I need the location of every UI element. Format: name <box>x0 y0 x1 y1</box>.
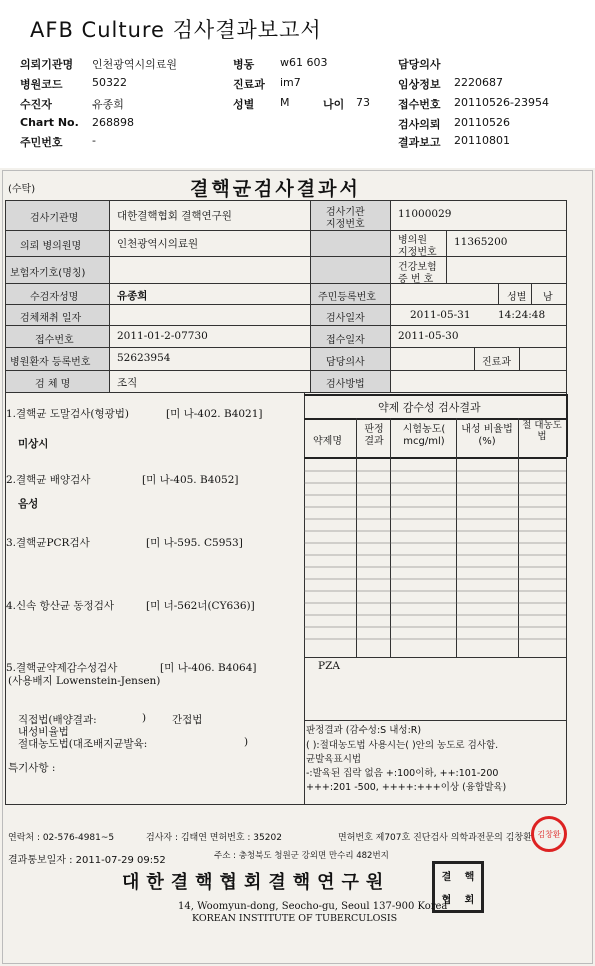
test-2-code: [미 나-405. B4052] <box>142 474 239 486</box>
copy-mark: (수탁) <box>8 184 36 195</box>
value-exam-org: 대한결핵협회 결핵연구원 <box>117 210 232 222</box>
method-direct: 직접법(배양결과: <box>18 714 97 726</box>
label-exam-org: 검사기관명 <box>30 213 79 224</box>
value-receipt-date: 2011-05-30 <box>398 330 459 342</box>
special-notes: 특기사항 : <box>8 762 56 774</box>
value-form-sex: 남 <box>543 292 553 303</box>
legend-line-1: 판정결과 (감수성:S 내성:R) <box>306 725 422 736</box>
label-exam-req: 검사의뢰 <box>398 118 441 131</box>
value-form-patient: 유종희 <box>117 290 148 302</box>
value-hosp-no: 11365200 <box>454 236 508 248</box>
label-receipt: 접수번호 <box>398 98 441 111</box>
footer-specialist: 면허번호 제707호 진단검사 의학과전문의 김창환 <box>338 833 532 843</box>
label-form-resident: 주민등록번호 <box>318 292 376 303</box>
method-absolute-close: ) <box>244 736 249 748</box>
value-chart: 268898 <box>92 116 134 129</box>
legend-line-4: -:발육된 집락 없음 +:100이하, ++:101-200 <box>306 768 499 779</box>
susc-header-conc: 시험농도( mcg/ml) <box>402 424 446 447</box>
label-form-dept: 진료과 <box>482 357 511 368</box>
susc-row-lines <box>304 459 566 657</box>
label-insurance-1: 건강보험 <box>398 262 437 273</box>
test-4-name: 4.신속 항산균 동정검사 <box>6 600 114 612</box>
value-age: 73 <box>356 96 370 109</box>
footer-examiner: 검사자 : 김태연 면허번호 : 35202 <box>146 833 282 843</box>
legend-line-5: +++:201 -500, ++++:+++이상 (융합발육) <box>306 782 507 793</box>
susc-header-judge: 판정 결과 <box>364 424 384 447</box>
label-method: 검사방법 <box>326 379 365 390</box>
value-patient: 유종희 <box>92 98 124 111</box>
report-title: AFB Culture 검사결과보고서 <box>30 18 322 42</box>
label-chart: Chart No. <box>20 116 79 129</box>
test-4-code: [미 너-562너(CY636)] <box>146 600 255 612</box>
method-absolute: 절대농도법(대조배지균발육: <box>18 738 148 750</box>
footer-notice-date: 결과통보일자 : 2011-07-29 09:52 <box>8 855 166 866</box>
value-result-report: 20110801 <box>454 134 510 147</box>
label-form-sex: 성별 <box>507 292 527 303</box>
label-exam-date: 검사일자 <box>326 313 365 324</box>
label-hosp-no-2: 지정번호 <box>398 247 437 258</box>
label-receipt-no: 접수번호 <box>35 335 74 346</box>
value-dept: im7 <box>280 76 301 89</box>
method-direct-close: ) <box>142 712 147 724</box>
value-exam-req: 20110526 <box>454 116 510 129</box>
value-reg-no: 52623954 <box>117 352 171 364</box>
label-doctor: 담당의사 <box>398 58 441 71</box>
label-form-doctor: 담당의사 <box>326 357 365 368</box>
test-5-name: 5.결핵균약제감수성검사 <box>6 662 118 674</box>
method-ratio: 내성비율법 <box>18 726 69 738</box>
culture-medium: (사용배지 Lowenstein-Jensen) <box>8 675 161 687</box>
susc-pza: PZA <box>318 660 340 672</box>
value-receipt-no: 2011-01-2-07730 <box>117 330 208 342</box>
label-reg-no: 병원환자 등록번호 <box>10 357 91 368</box>
label-specimen: 검 체 명 <box>35 379 71 390</box>
label-patient: 수진자 <box>20 98 52 111</box>
test-2-name: 2.결핵균 배양검사 <box>6 474 91 486</box>
label-insured: 보험자기호(명칭) <box>10 268 86 279</box>
footer-institute-ko: 대한결핵협회결핵연구원 <box>122 872 391 893</box>
specialist-stamp: 김창환 <box>531 816 567 852</box>
susc-header-absolute: 절 대농도 법 <box>522 420 562 442</box>
value-exam-time: 14:24:48 <box>498 309 546 321</box>
institute-seal: 결 핵 협 회 <box>432 861 484 913</box>
value-ward: w61 603 <box>280 56 328 69</box>
value-req-hospital: 인천광역시의료원 <box>92 58 178 71</box>
footer-address-en: 14, Woomyun-dong, Seocho-gu, Seoul 137-900 Korea <box>178 901 448 912</box>
test-3-code: [미 나-595. C5953] <box>146 537 243 549</box>
value-specimen: 조직 <box>117 377 138 389</box>
value-form-req-hospital: 인천광역시의료원 <box>117 238 199 250</box>
method-indirect: 간접법 <box>172 714 203 726</box>
label-hospital-code: 병원코드 <box>20 78 63 91</box>
test-5-code: [미 나-406. B4064] <box>160 662 257 674</box>
value-receipt: 20110526-23954 <box>454 96 549 109</box>
footer-institute-en: KOREAN INSTITUTE OF TUBERCULOSIS <box>192 913 398 924</box>
legend-line-2: ( ):절대농도법 사용시는( )안의 농도로 검사함. <box>306 740 499 751</box>
label-receipt-date: 접수일자 <box>326 335 365 346</box>
label-ward: 병동 <box>233 58 255 71</box>
susc-header-ratio: 내성 비율법(%) <box>461 424 513 447</box>
label-form-patient: 수검자성명 <box>30 292 79 303</box>
label-form-req-hospital: 의뢰 병의원명 <box>20 241 82 252</box>
label-exam-org-no-1: 검사기관 <box>326 207 365 218</box>
test-2-result: 음성 <box>18 498 39 510</box>
value-sex: M <box>280 96 290 109</box>
value-resident: - <box>92 134 96 147</box>
label-dept: 진료과 <box>233 78 265 91</box>
label-result-report: 결과보고 <box>398 136 441 149</box>
form-title: 결핵균검사결과서 <box>190 178 361 200</box>
label-req-hospital: 의뢰기관명 <box>20 58 74 71</box>
value-clinical: 2220687 <box>454 76 503 89</box>
label-hosp-no-1: 병의원 <box>398 235 427 246</box>
label-exam-org-no-2: 지정번호 <box>326 219 365 230</box>
footer-address-ko: 주소 : 충청북도 청원군 강외면 만수리 482번지 <box>214 851 389 861</box>
value-exam-org-no: 11000029 <box>398 208 452 220</box>
test-1-name: 1.결핵균 도말검사(형광법) <box>6 408 129 420</box>
test-1-code: [미 나-402. B4021] <box>166 408 263 420</box>
label-insurance-2: 증 번 호 <box>398 274 434 285</box>
footer-contact: 연락처 : 02-576-4981~5 <box>8 833 115 843</box>
label-collect-date: 검체채취 일자 <box>20 313 82 324</box>
test-1-result: 미상시 <box>18 438 49 450</box>
test-3-name: 3.결핵균PCR검사 <box>6 537 90 549</box>
value-hospital-code: 50322 <box>92 76 127 89</box>
value-exam-date: 2011-05-31 <box>410 309 471 321</box>
legend-line-3: 균발육표시법 <box>306 754 362 765</box>
label-sex: 성별 <box>233 98 255 111</box>
label-age: 나이 <box>323 98 345 111</box>
susc-header-drug: 약제명 <box>313 436 342 447</box>
susc-title: 약제 감수성 검사결과 <box>378 401 481 414</box>
label-resident: 주민번호 <box>20 136 63 149</box>
label-clinical: 임상정보 <box>398 78 441 91</box>
